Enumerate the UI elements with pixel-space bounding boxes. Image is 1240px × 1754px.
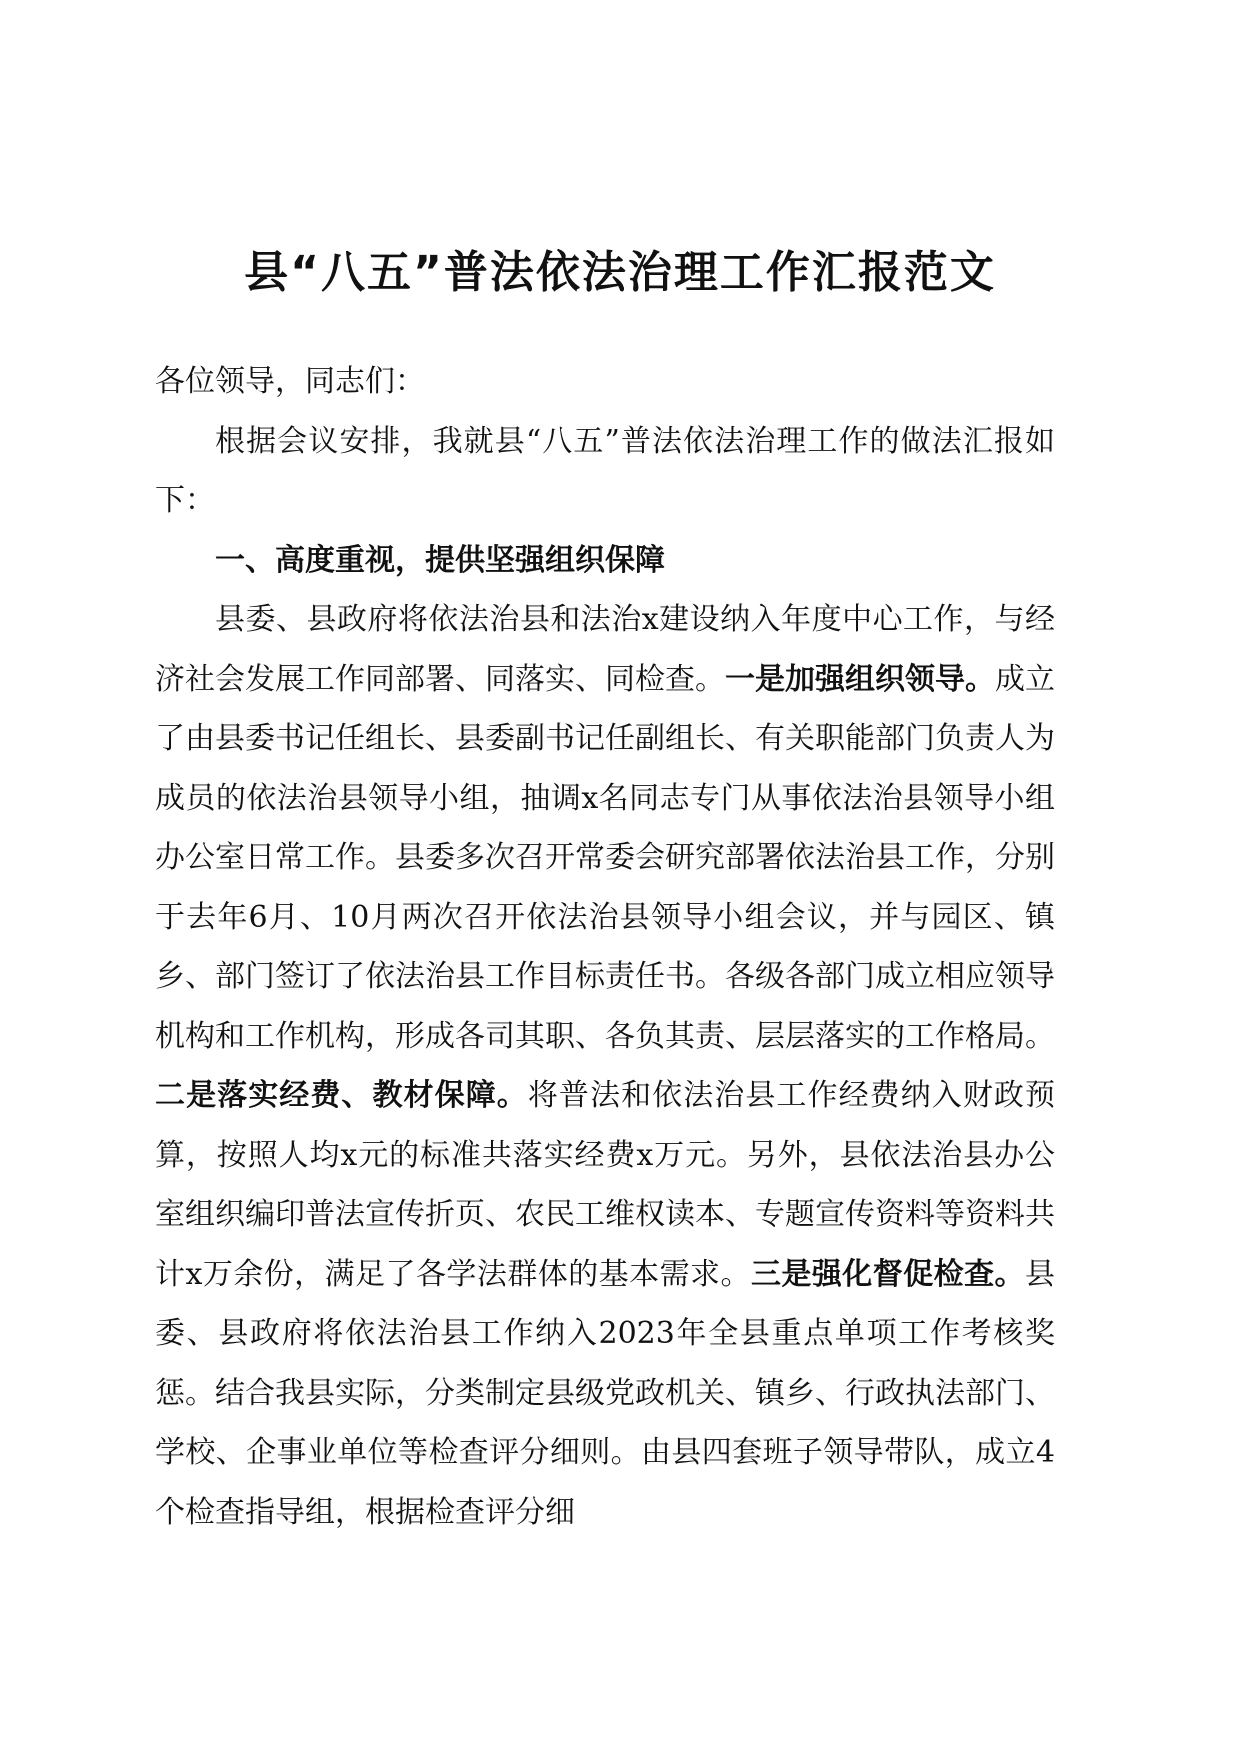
section-heading: 一、高度重视，提供坚强组织保障 xyxy=(215,542,665,578)
intro-paragraph: 根据会议安排，我就县“八五”普法依法治理工作的做法汇报如下： xyxy=(155,423,1055,518)
point-three-label: 三是强化督促检查。 xyxy=(750,1256,1025,1292)
document-title: 县“八五”普法依法治理工作汇报范文 xyxy=(244,247,996,298)
point-one-label: 一是加强组织领导。 xyxy=(725,661,995,697)
section-paragraph xyxy=(155,590,1055,1542)
point-one-text: 成立了由县委书记任组长、县委副书记任副组长、有关职能部门负责人为成员的依法治县领导小组，抽调x名同志专门从事依法治县领导小组办公室日常工作。县委多次召开常委会研究部署依法治县工作，分别于去年6月、10月两次召开依法治县领导小组会议，并与园区、镇乡、部门签订了依法治县工作目标责任书。各级各部门成立相应领导机构和工作机构，形成各司其职、各负其责、层层落实的工作格局。 xyxy=(155,661,1055,1054)
point-two-text: 将普法和依法治县工作经费纳入财政预算，按照人均x元的标准共落实经费x万元。另外，县依法治县办公室组织编印普法宣传折页、农民工维权读本、专题宣传资料等资料共计x万余份，满足了各学法群体的基本需求。 xyxy=(155,1078,1056,1292)
point-two-label: 二是落实经费、教材保障。 xyxy=(155,1078,528,1113)
paragraph-opening: 县委、县政府将依法治县和法治x建设纳入年度中心工作，与经济社会发展工作同部署、同落实、同检查。 xyxy=(155,602,1055,697)
point-three-text: 县委、县政府将依法治县工作纳入2023年全县重点单项工作考核奖惩。结合我县实际，分类制定县级党政机关、镇乡、行政执法部门、学校、企事业单位等检查评分细则。由县四套班子领导带队，成立4个检查指导组，根据检查评分细 xyxy=(155,1256,1055,1530)
greeting: 各位领导，同志们： xyxy=(155,364,425,399)
document-body xyxy=(155,352,1055,1542)
